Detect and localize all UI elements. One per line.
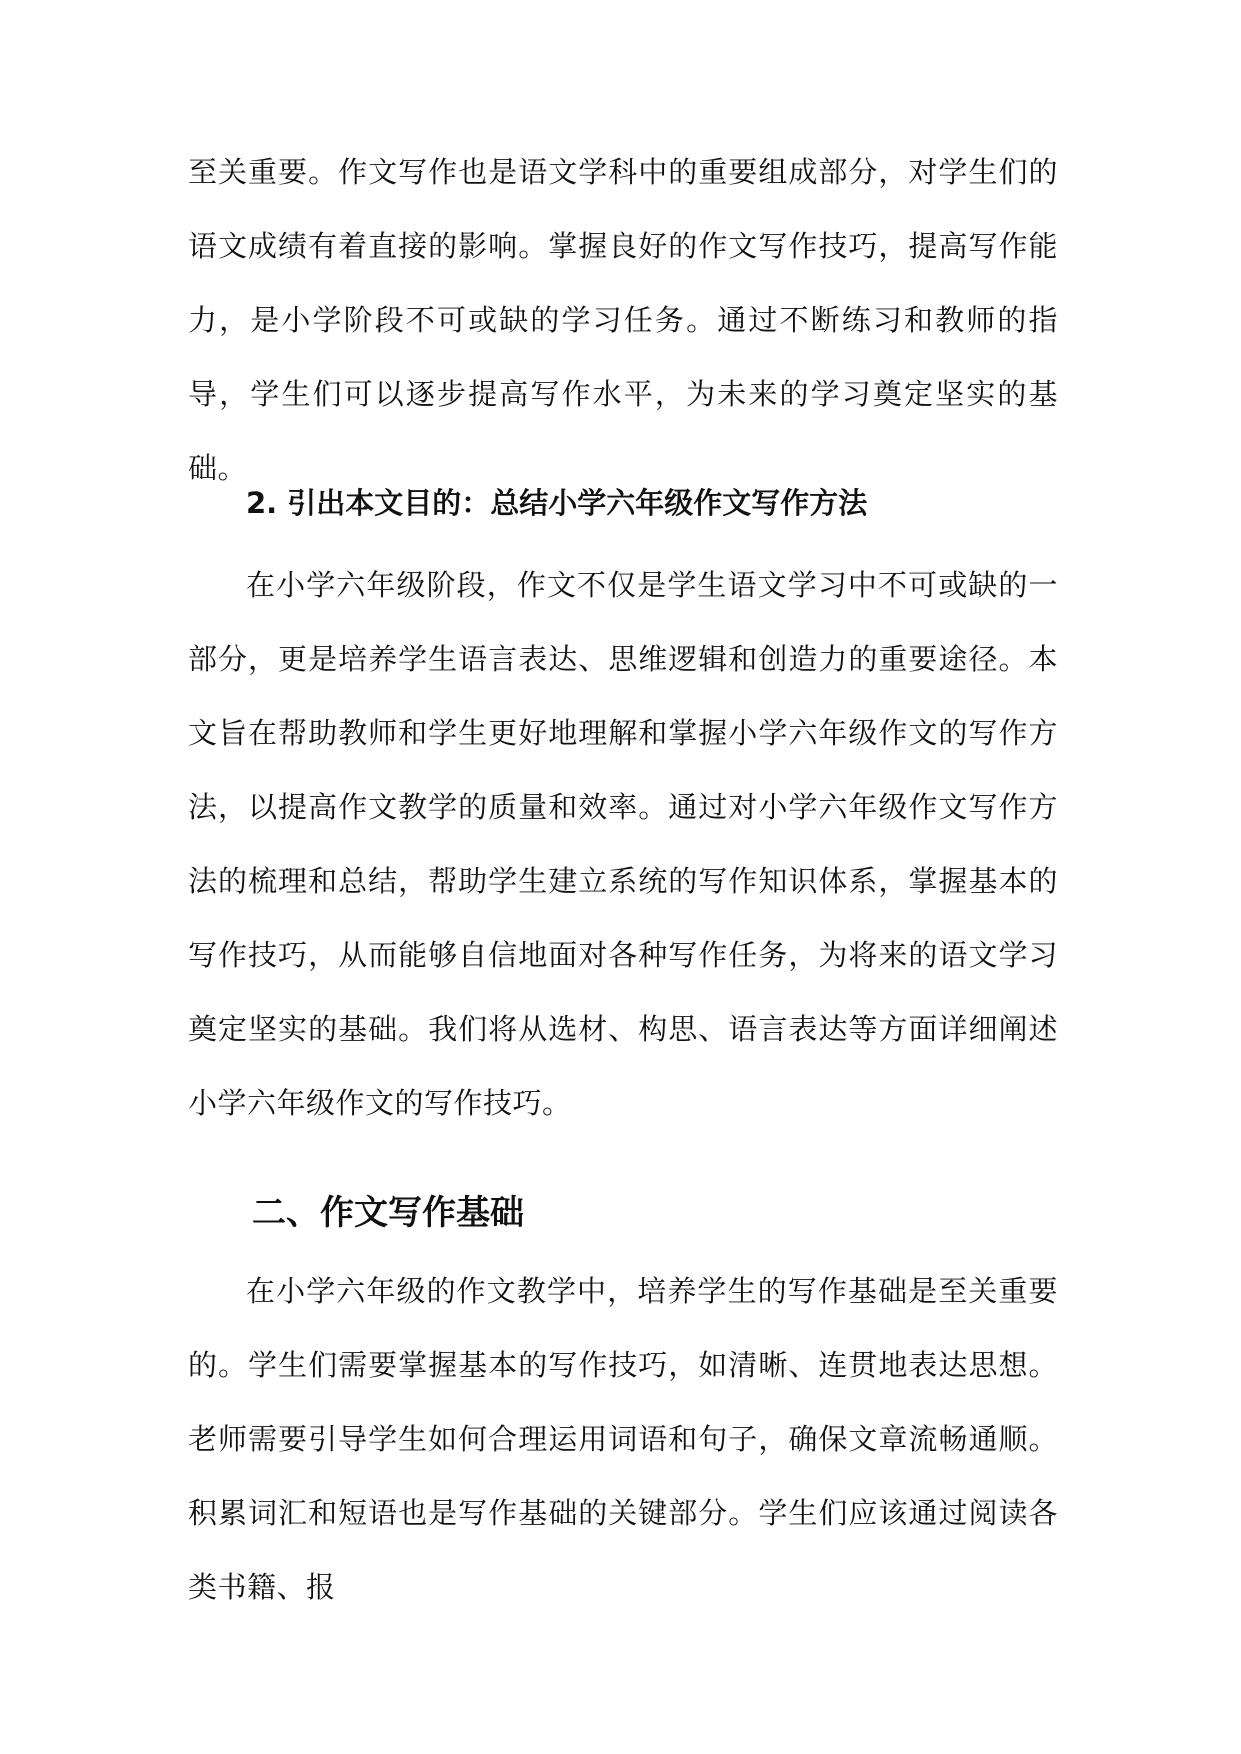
paragraph-writing-basics: 在小学六年级的作文教学中，培养学生的写作基础是至关重要的。学生们需要掌握基本的写作技巧，如清晰、连贯地表达思想。老师需要引导学生如何合理运用词语和句子，确保文章流畅通顺。积累词汇和短语也是写作基础的关键部分。学生们应该通过阅读各类书籍、报 bbox=[188, 1274, 1058, 1604]
paragraph-purpose: 在小学六年级阶段，作文不仅是学生语文学习中不可或缺的一部分，更是培养学生语言表达、思维逻辑和创造力的重要途径。本文旨在帮助教师和学生更好地理解和掌握小学六年级作文的写作方法，以提高作文教学的质量和效率。通过对小学六年级作文写作方法的梳理和总结，帮助学生建立系统的写作知识体系，掌握基本的写作技巧，从而能够自信地面对各种写作任务，为将来的语文学习奠定坚实的基础。我们将从选材、构思、语言表达等方面详细阐述小学六年级作文的写作技巧。 bbox=[188, 568, 1058, 1120]
subheading-purpose: 2. 引出本文目的：总结小学六年级作文写作方法 bbox=[246, 486, 868, 520]
paragraph-intro-continuation: 至关重要。作文写作也是语文学科中的重要组成部分，对学生们的语文成绩有着直接的影响。掌握良好的作文写作技巧，提高写作能力，是小学阶段不可或缺的学习任务。通过不断练习和教师的指导，学生们可以逐步提高写作水平，为未来的学习奠定坚实的基础。 bbox=[188, 155, 1058, 485]
section-heading-writing-basics: 二、作文写作基础 bbox=[252, 1193, 524, 1233]
